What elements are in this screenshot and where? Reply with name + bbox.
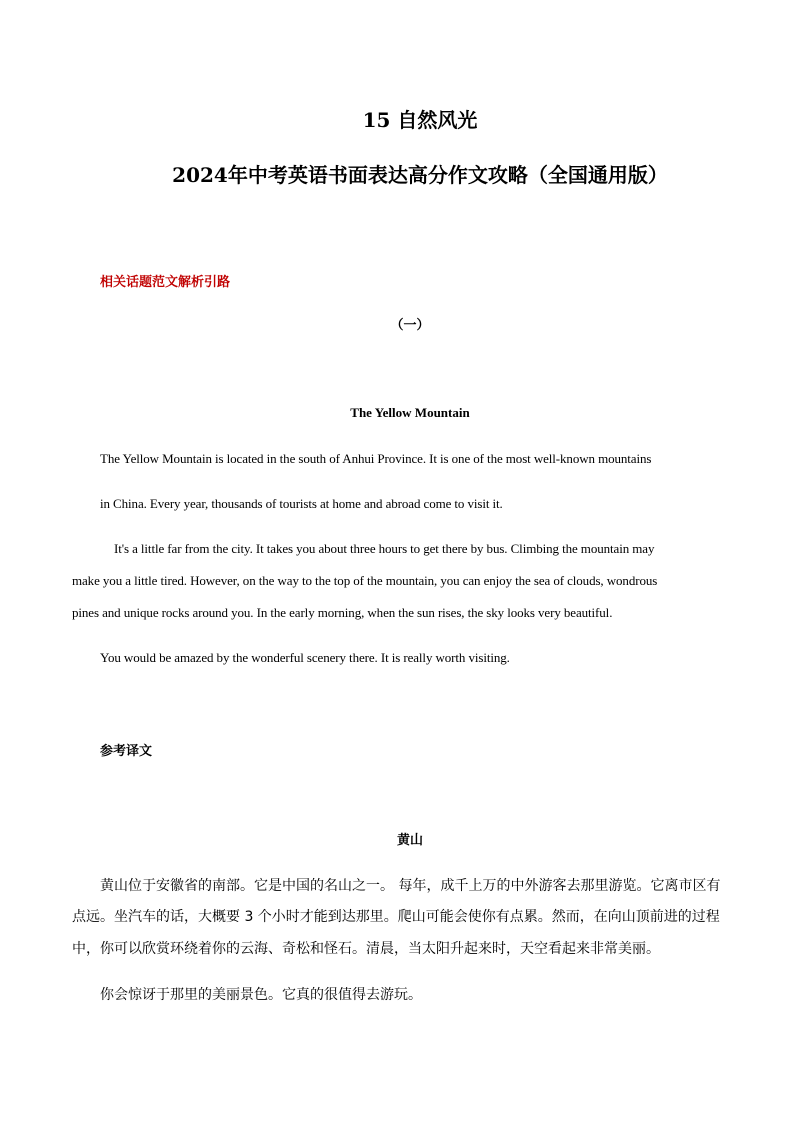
translation-title: 黄山 [396,833,423,848]
essay-line: The Yellow Mountain is located in the south of Anhui Province. It is one of the most well-known mountains [100,451,652,466]
essay-line: It's a little far from the city. It takes you about three hours to get there by bus. Climbing the mountain may [114,541,655,556]
essay-line: make you a little tired. However, on the way to the top of the mountain, you can enjoy the sea of clouds, wondrous [72,573,658,588]
translation-line: 黄山位于安徽省的南部。它是中国的名山之一。 每年，成千上万的中外游客去那里游览。它离市区有 [100,878,721,894]
essay-line: in China. Every year, thousands of tourists at home and abroad come to visit it. [100,496,503,511]
translation-heading: 参考译文 [100,744,153,759]
section-heading: 相关话题范文解析引路 [100,275,231,290]
translation-line: 点远。坐汽车的话，大概要 3 个小时才能到达那里。爬山可能会使你有点累。然而，在向山顶前进的过程 [72,909,720,925]
document-subtitle: 2024年中考英语书面表达高分作文攻略（全国通用版） [172,163,668,187]
section-number: （一） [390,318,430,333]
essay-line: You would be amazed by the wonderful scenery there. It is really worth visiting. [100,650,510,665]
essay-line: pines and unique rocks around you. In the early morning, when the sun rises, the sky looks very beautiful. [72,605,613,620]
document-title: 15 自然风光 [362,108,478,132]
translation-line: 中，你可以欣赏环绕着你的云海、奇松和怪石。清晨，当太阳升起来时，天空看起来非常美丽。 [72,941,660,957]
translation-line: 你会惊讶于那里的美丽景色。它真的很值得去游玩。 [100,987,422,1003]
essay-title: The Yellow Mountain [350,405,470,420]
